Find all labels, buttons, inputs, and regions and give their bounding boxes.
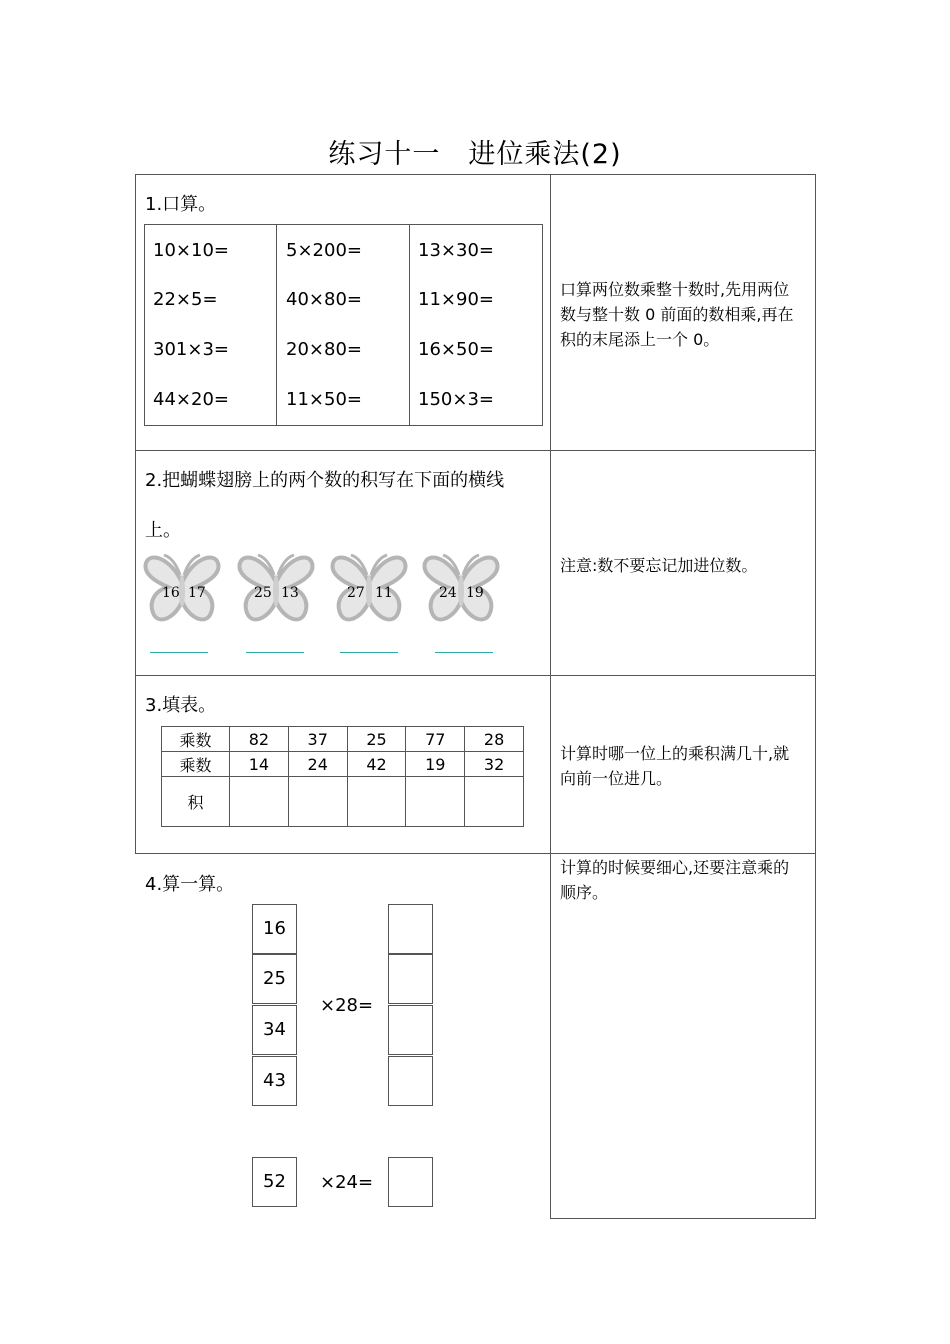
- answer-box[interactable]: [388, 954, 433, 1004]
- wing-number-right: 13: [281, 585, 299, 601]
- table-cell: 19: [406, 752, 465, 777]
- butterfly-icon: [236, 549, 316, 627]
- grid-line: [135, 853, 815, 854]
- note-line: 计算时哪一位上的乘积满几十,就: [560, 744, 790, 763]
- wing-number-left: 16: [162, 585, 180, 601]
- butterfly: [142, 549, 222, 627]
- grid-line: [135, 174, 815, 175]
- section4-note: [560, 855, 789, 905]
- butterfly-icon: [421, 549, 501, 627]
- answer-blank[interactable]: [150, 652, 208, 653]
- answer-box[interactable]: [388, 1157, 433, 1207]
- number-box: 52: [252, 1157, 297, 1207]
- row-label: 积: [162, 777, 230, 827]
- oral-item: 16×50=: [418, 339, 494, 360]
- grid-line: [550, 174, 551, 1219]
- section3-heading: 3.填表。: [145, 695, 217, 716]
- table-cell: 32: [465, 752, 524, 777]
- answer-box[interactable]: [388, 904, 433, 954]
- answer-blank[interactable]: [435, 652, 493, 653]
- wing-number-left: 24: [439, 585, 457, 601]
- number-box: 16: [252, 904, 297, 954]
- grid-line: [276, 224, 277, 425]
- butterfly: [329, 549, 409, 627]
- butterfly: [236, 549, 316, 627]
- row-label: 乘数: [162, 727, 230, 752]
- answer-cell[interactable]: [230, 777, 289, 827]
- oral-item: 22×5=: [153, 289, 218, 310]
- grid-line: [815, 174, 816, 1219]
- wing-number-right: 11: [375, 585, 393, 601]
- grid-line: [135, 174, 136, 854]
- oral-item: 13×30=: [418, 240, 494, 261]
- table-cell: 82: [230, 727, 289, 752]
- number-box: 43: [252, 1056, 297, 1106]
- wing-number-right: 19: [466, 585, 484, 601]
- answer-box[interactable]: [388, 1005, 433, 1055]
- answer-cell[interactable]: [406, 777, 465, 827]
- table-cell: 28: [465, 727, 524, 752]
- note-line: 口算两位数乘整十数时,先用两位: [560, 280, 790, 299]
- grid-line: [135, 450, 815, 451]
- answer-box[interactable]: [388, 1056, 433, 1106]
- table-row: [162, 727, 524, 752]
- multiply-operator: ×24=: [320, 1172, 374, 1193]
- section2-heading-line2: 上。: [145, 520, 181, 541]
- number-box: 25: [252, 954, 297, 1004]
- grid-line: [135, 675, 815, 676]
- answer-cell[interactable]: [465, 777, 524, 827]
- section2-note: 注意:数不要忘记加进位数。: [560, 556, 758, 575]
- page-title: 练习十一 进位乘法(2): [328, 139, 622, 170]
- oral-item: 40×80=: [286, 289, 362, 310]
- table-row: [162, 777, 524, 827]
- number-box: 34: [252, 1005, 297, 1055]
- table-cell: 42: [347, 752, 406, 777]
- butterfly-icon: [329, 549, 409, 627]
- note-line: 积的末尾添上一个 0。: [560, 330, 720, 349]
- butterfly: [421, 549, 501, 627]
- wing-number-right: 17: [188, 585, 206, 601]
- oral-item: 301×3=: [153, 339, 229, 360]
- table-cell: 25: [347, 727, 406, 752]
- table-cell: 14: [230, 752, 289, 777]
- wing-number-left: 25: [254, 585, 272, 601]
- section4-heading: 4.算一算。: [145, 874, 235, 895]
- section2-heading-line1: 2.把蝴蝶翅膀上的两个数的积写在下面的横线: [145, 470, 505, 491]
- oral-item: 11×90=: [418, 289, 494, 310]
- wing-number-left: 27: [347, 585, 365, 601]
- oral-item: 150×3=: [418, 389, 494, 410]
- section1-note: [560, 277, 793, 352]
- table-row: [162, 752, 524, 777]
- row-label: 乘数: [162, 752, 230, 777]
- section1-heading: 1.口算。: [145, 194, 217, 215]
- answer-blank[interactable]: [340, 652, 398, 653]
- multiply-operator: ×28=: [320, 995, 374, 1016]
- answer-cell[interactable]: [288, 777, 347, 827]
- table-cell: 37: [288, 727, 347, 752]
- oral-item: 44×20=: [153, 389, 229, 410]
- oral-item: 20×80=: [286, 339, 362, 360]
- fill-table: [161, 726, 524, 827]
- note-line: 数与整十数 0 前面的数相乘,再在: [560, 305, 794, 324]
- grid-line: [409, 224, 410, 425]
- section3-note: [560, 741, 789, 791]
- answer-blank[interactable]: [246, 652, 304, 653]
- table-cell: 24: [288, 752, 347, 777]
- table-cell: 77: [406, 727, 465, 752]
- grid-line: [550, 1218, 815, 1219]
- note-line: 向前一位进几。: [560, 769, 673, 788]
- butterfly-icon: [142, 549, 222, 627]
- note-line: 计算的时候要细心,还要注意乘的: [560, 858, 790, 877]
- answer-cell[interactable]: [347, 777, 406, 827]
- oral-item: 11×50=: [286, 389, 362, 410]
- oral-item: 5×200=: [286, 240, 362, 261]
- oral-item: 10×10=: [153, 240, 229, 261]
- note-line: 顺序。: [560, 883, 609, 902]
